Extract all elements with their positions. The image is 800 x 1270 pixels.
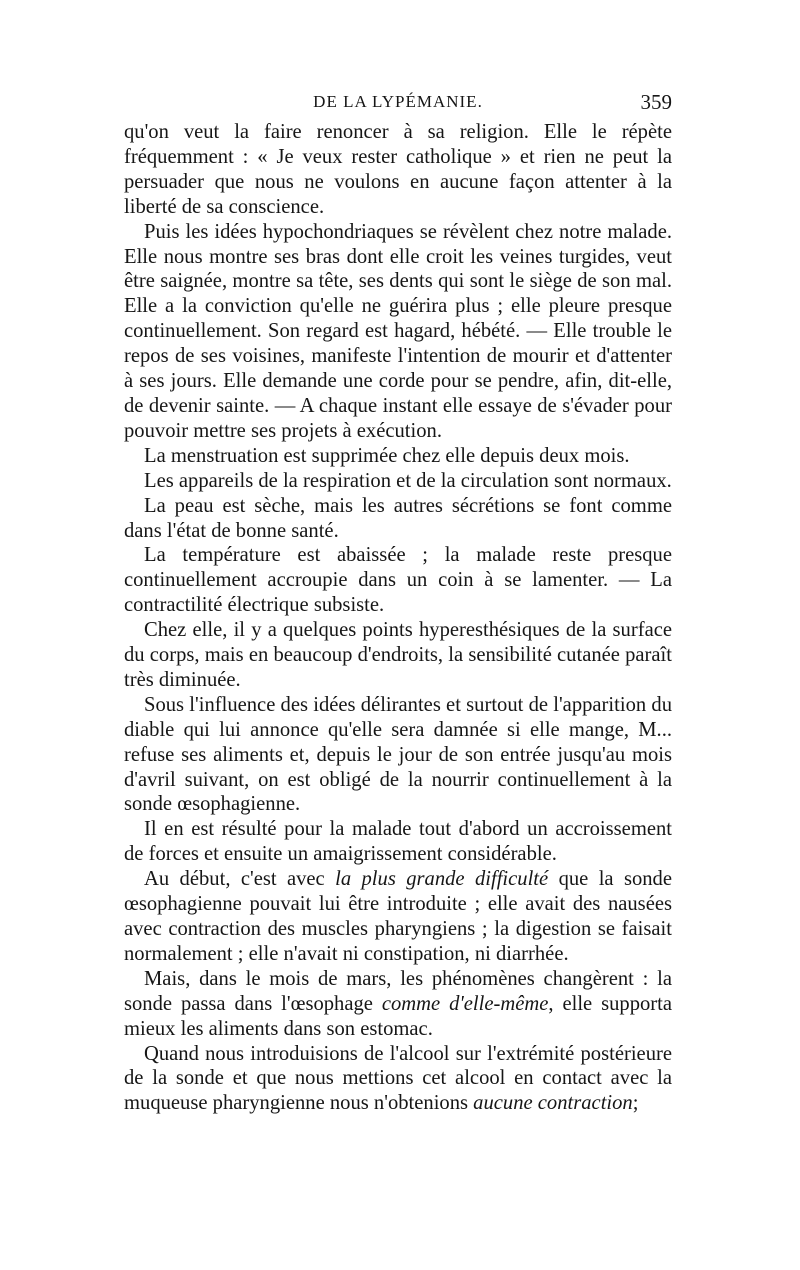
- text-run: que la sonde œsophagienne pouvait lui être introduite ; elle avait des nausées avec contraction des muscles pharyngiens ; la digestion se faisait normalement ; elle n'avait ni constipation, ni diarrhée.: [124, 868, 672, 965]
- paragraph: [124, 817, 672, 867]
- text-run: Les appareils de la respiration et de la circulation sont normaux.: [144, 469, 672, 492]
- paragraph: [124, 693, 672, 818]
- text-run: Sous l'influence des idées délirantes et surtout de l'apparition du diable qui lui annonce qu'elle sera damnée si elle mange, M... refuse ses aliments et, depuis le jour de son entrée jusqu'au mois d'avril suivant, on est obligé de la nourrir continuellement à la sonde œsophagienne.: [124, 693, 672, 816]
- text-run: ;: [632, 1092, 639, 1115]
- text-run: Mais, dans le mois de mars, les phénomènes changèrent : la sonde passa dans l'œsophage: [124, 967, 672, 1015]
- paragraph: [124, 444, 672, 469]
- paragraph: [124, 967, 672, 1042]
- text-run: La peau est sèche, mais les autres sécrétions se font comme dans l'état de bonne santé.: [124, 494, 672, 542]
- text-run: Au début, c'est avec: [144, 868, 336, 891]
- italic-phrase: aucune contraction: [473, 1092, 633, 1115]
- text-run: La menstruation est supprimée chez elle depuis deux mois.: [144, 444, 630, 467]
- italic-phrase: comme d'elle-même: [381, 992, 549, 1015]
- text-run: La température est abaissée ; la malade reste presque continuellement accroupie dans un coin à se lamenter. — La contractilité électrique subsiste.: [124, 544, 672, 617]
- text-run: Quand nous introduisions de l'alcool sur l'extrémité postérieure de la sonde et que nous mettions cet alcool en contact avec la muqueuse pharyngienne nous n'obtenions: [124, 1042, 672, 1115]
- page-number: 359: [640, 90, 672, 114]
- text-run: , elle supporta mieux les aliments dans son estomac.: [124, 992, 673, 1040]
- body-text: [124, 120, 672, 1116]
- paragraph: [124, 867, 672, 967]
- paragraph: [124, 543, 672, 618]
- text-run: Il en est résulté pour la malade tout d'abord un accroissement de forces et ensuite un amaigrissement considérable.: [124, 818, 672, 866]
- paragraph: [124, 469, 672, 494]
- paragraph: [124, 494, 672, 544]
- paragraph: [124, 618, 672, 693]
- page-header: [124, 84, 672, 120]
- text-run: Puis les idées hypochondriaques se révèlent chez notre malade. Elle nous montre ses bras dont elle croit les veines turgides, veut être saignée, montre sa tête, ses dents qui sont le siège de son mal. Elle a la conviction qu'elle ne guérira plus ; elle pleure presque continuellement. Son regard est hagard, hébété. — Elle trouble le repos de ses voisines, manifeste l'intention de mourir et d'attenter à ses jours. Elle demande une corde pour se pendre, afin, dit-elle, de devenir sainte. — A chaque instant elle essaye de s'évader pour pouvoir mettre ses projets à exécution.: [124, 220, 672, 442]
- paragraph: [124, 220, 672, 444]
- book-page: [124, 84, 672, 1116]
- paragraph: [124, 1042, 672, 1117]
- italic-phrase: la plus grande difficulté: [335, 868, 549, 891]
- paragraph: [124, 120, 672, 220]
- running-title: DE LA LYPÉMANIE.: [313, 92, 483, 111]
- text-run: qu'on veut la faire renoncer à sa religion. Elle le répète fréquemment : « Je veux rester catholique » et rien ne peut la persuader que nous ne voulons en aucune façon attenter à la liberté de sa conscience.: [124, 121, 672, 218]
- text-run: Chez elle, il y a quelques points hyperesthésiques de la surface du corps, mais en beaucoup d'endroits, la sensibilité cutanée paraît très diminuée.: [124, 619, 672, 691]
